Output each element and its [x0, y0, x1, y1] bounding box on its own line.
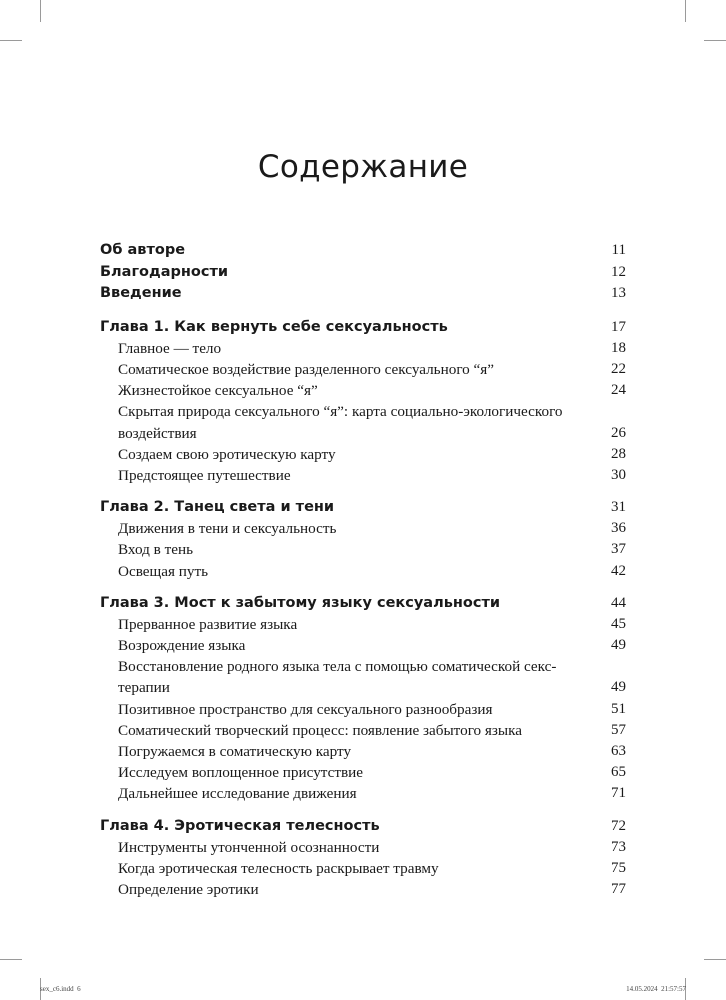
toc-subentry: [100, 518, 626, 539]
toc-entry-label: Введение: [100, 285, 182, 302]
toc-subentry-label: Соматическое воздействие разделенного сексуального “я”: [118, 360, 495, 378]
chapter-title: Глава 3. Мост к забытому языку сексуальности: [100, 594, 501, 611]
toc-subentry-page: 49: [611, 637, 626, 654]
chapter-section: [100, 815, 626, 901]
chapter-page: 72: [611, 817, 626, 834]
toc-subentry: [100, 762, 626, 783]
toc-subentry-label: Движения в тени и сексуальность: [118, 520, 337, 538]
toc-subentry-label: Определение эротики: [118, 881, 259, 899]
toc-subentry-label: Прерванное развитие языка: [118, 615, 298, 633]
toc-subentry-page: 63: [611, 743, 626, 760]
toc-subentry-label: Погружаемся в соматическую карту: [118, 743, 352, 761]
toc-subentry: [100, 858, 626, 879]
toc-subentry-page: 28: [611, 445, 626, 462]
toc-subentry-page: 57: [611, 721, 626, 738]
front-matter: [100, 240, 626, 305]
slug-page: 6: [77, 985, 81, 993]
toc-subentry: [100, 699, 626, 720]
slug-time: 21:57:57: [661, 985, 686, 993]
toc-subentry-page: 49: [611, 679, 626, 696]
chapter-page: 17: [611, 318, 626, 335]
toc-subentry: [100, 401, 626, 443]
toc-subentry: [100, 783, 626, 804]
toc-entry-label: Об авторе: [100, 242, 186, 258]
chapter-heading: [100, 592, 626, 614]
chapter-section: [100, 592, 626, 805]
table-of-contents: [100, 240, 626, 900]
toc-subentry: [100, 380, 626, 401]
toc-subentry-page: 77: [611, 881, 626, 898]
chapter-page: 44: [611, 594, 626, 611]
toc-subentry: [100, 656, 626, 698]
toc-entry-page: 13: [611, 285, 626, 302]
toc-subentry-page: 75: [611, 859, 626, 876]
spacer: [100, 582, 626, 592]
toc-subentry-page: 51: [611, 700, 626, 717]
toc-subentry-label: Освещая путь: [118, 562, 209, 580]
toc-subentry-label: Исследуем воплощенное присутствие: [118, 764, 364, 782]
toc-entry: [100, 240, 626, 262]
toc-subentry-label: Жизнестойкое сексуальное “я”: [118, 382, 318, 400]
spacer: [100, 486, 626, 496]
chapter-title: Глава 4. Эротическая телесность: [100, 817, 380, 834]
toc-subentry-page: 24: [611, 382, 626, 399]
crop-mark: [704, 40, 726, 41]
crop-mark: [685, 0, 686, 22]
slug-filename: sex_c6.indd: [40, 985, 74, 993]
toc-entry-label: Благодарности: [100, 263, 229, 280]
toc-subentry-page: 18: [611, 339, 626, 356]
crop-mark: [40, 0, 41, 22]
crop-mark: [0, 40, 22, 41]
page-title: Содержание: [257, 148, 469, 185]
chapter-section: [100, 316, 626, 486]
toc-subentry-page: 71: [611, 785, 626, 802]
chapter-title: Глава 2. Танец света и тени: [100, 499, 335, 516]
toc-subentry-label: Предстоящее путешествие: [118, 467, 291, 484]
toc-subentry: [100, 614, 626, 635]
toc-subentry-page: 37: [611, 541, 626, 558]
toc-subentry: [100, 539, 626, 560]
toc-subentry-label: Инструменты утонченной осознанности: [118, 838, 380, 856]
toc-subentry-label: Скрытая природа сексуального “я”: карта социально-экологического воздействия: [118, 403, 563, 442]
toc-subentry-page: 30: [611, 467, 626, 483]
toc-entry-page: 12: [611, 263, 626, 280]
toc-subentry-label: Соматический творческий процесс: появление забытого языка: [118, 721, 523, 739]
toc-subentry-label: Вход в тень: [118, 541, 194, 559]
toc-subentry-label: Создаем свою эротическую карту: [118, 445, 336, 463]
toc-subentry-page: 26: [611, 424, 626, 441]
toc-subentry: [100, 635, 626, 656]
spacer: [100, 305, 626, 316]
toc-subentry-page: 73: [611, 838, 626, 855]
toc-subentry: [100, 359, 626, 380]
toc-subentry: [100, 741, 626, 762]
toc-entry-page: 11: [611, 242, 626, 258]
toc-subentry: [100, 338, 626, 359]
toc-subentry-label: Позитивное пространство для сексуального разнообразия: [118, 700, 493, 718]
chapter-heading: [100, 496, 626, 518]
toc-subentry: [100, 444, 626, 465]
print-slug-right: [626, 985, 686, 993]
toc-subentry-page: 45: [611, 615, 626, 632]
toc-subentry-page: 42: [611, 562, 626, 579]
chapter-title: Глава 1. Как вернуть себе сексуальность: [100, 318, 448, 335]
chapter-section: [100, 496, 626, 582]
toc-subentry-label: Главное — тело: [118, 339, 222, 357]
spacer: [100, 805, 626, 815]
chapter-page: 31: [611, 499, 626, 516]
crop-mark: [0, 959, 22, 960]
slug-date: 14.05.2024: [626, 985, 658, 993]
toc-subentry: [100, 879, 626, 900]
toc-subentry-label: Возрождение языка: [118, 637, 246, 655]
toc-subentry-page: 36: [611, 520, 626, 537]
toc-subentry-page: 22: [611, 360, 626, 377]
chapter-heading: [100, 316, 626, 338]
toc-subentry: [100, 561, 626, 582]
toc-subentry: [100, 837, 626, 858]
print-slug-left: [40, 985, 81, 993]
toc-subentry-page: 65: [611, 764, 626, 781]
toc-subentry-label: Восстановление родного языка тела с помощью соматической секс-терапии: [118, 658, 557, 697]
toc-subentry: [100, 465, 626, 486]
toc-entry: [100, 283, 626, 305]
toc-entry: [100, 262, 626, 284]
crop-mark: [704, 959, 726, 960]
toc-subentry-label: Когда эротическая телесность раскрывает травму: [118, 859, 439, 877]
toc-subentry-label: Дальнейшее исследование движения: [118, 785, 357, 803]
toc-subentry: [100, 720, 626, 741]
chapter-heading: [100, 815, 626, 837]
